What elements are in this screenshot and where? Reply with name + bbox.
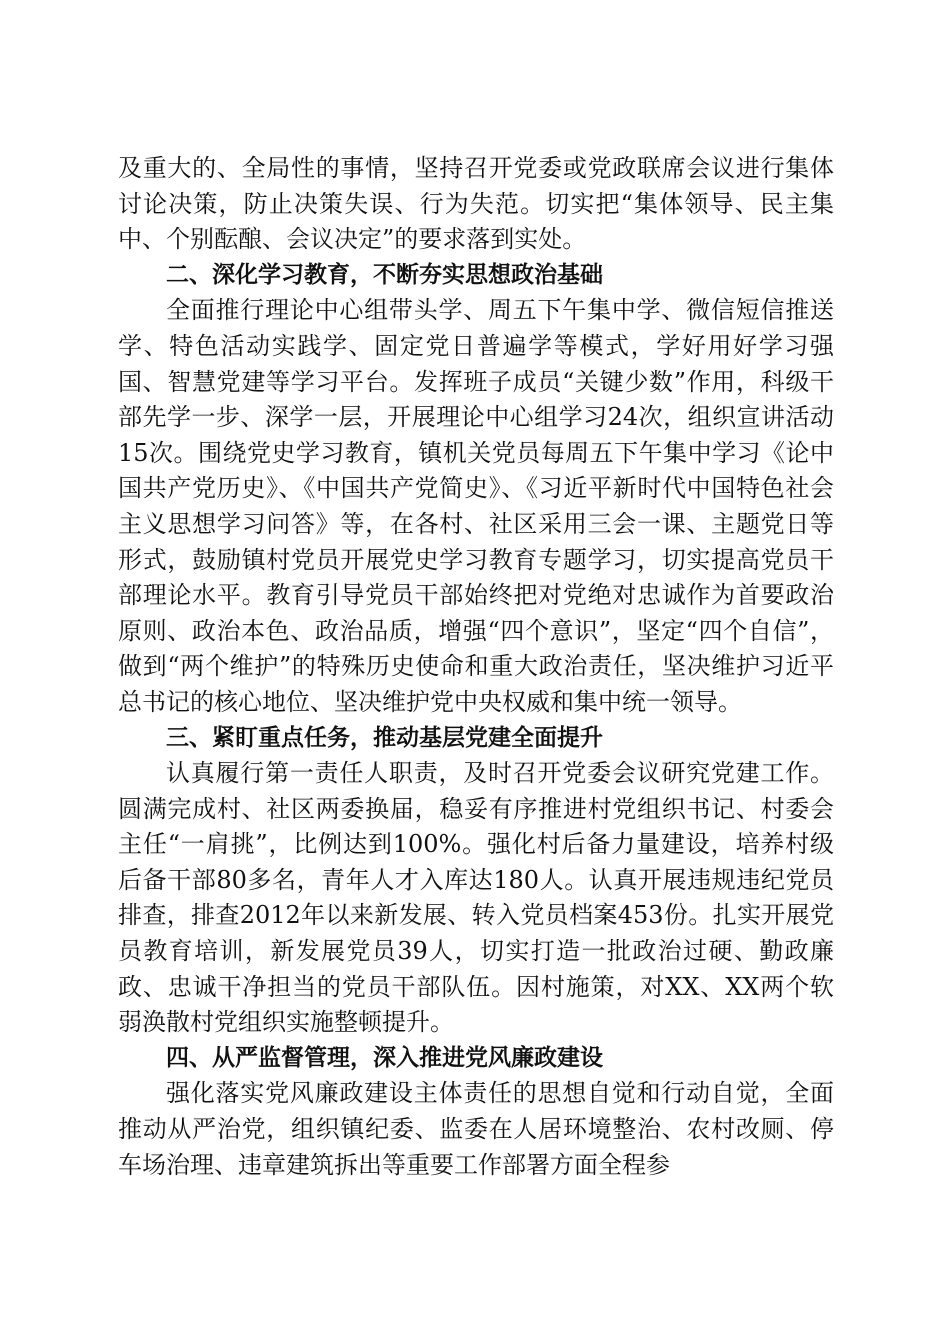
document-body: [118, 151, 834, 1183]
section-heading-2: 二、深化学习教育，不断夯实思想政治基础: [166, 261, 603, 288]
paragraph-supervision: 强化落实党风廉政建设主体责任的思想自觉和行动自觉，全面推动从严治党，组织镇纪委、监委在人居环境整治、农村改厕、停车场治理、违章建筑拆出等重要工作部署方面全程参: [118, 1079, 834, 1179]
paragraph-decision-making: 及重大的、全局性的事情，坚持召开党委或党政联席会议进行集体讨论决策，防止决策失误、行为失范。切实把“集体领导、民主集中、个别酝酿、会议决定”的要求落到实处。: [118, 154, 834, 254]
section-heading-4: 四、从严监督管理，深入推进党风廉政建设: [166, 1044, 603, 1071]
paragraph-party-building: 认真履行第一责任人职责，及时召开党委会议研究党建工作。圆满完成村、社区两委换届，稳妥有序推进村党组织书记、村委会主任“一肩挑”，比例达到100%。强化村后备力量建设，培养村级后备干部80多名，青年人才入库达180人。认真开展违规违纪党员排查，排查2012年以来新发展、转入党员档案453份。扎实开展党员教育培训，新发展党员39人，切实打造一批政治过硬、勤政廉政、忠诚干净担当的党员干部队伍。因村施策，对XX、XX两个软弱涣散村党组织实施整顿提升。: [118, 759, 834, 1037]
paragraph-study-education: 全面推行理论中心组带头学、周五下午集中学、微信短信推送学、特色活动实践学、固定党日普遍学等模式，学好用好学习强国、智慧党建等学习平台。发挥班子成员“关键少数”作用，科级干部先学一步、深学一层，开展理论中心组学习24次，组织宣讲活动15次。围绕党史学习教育，镇机关党员每周五下午集中学习《论中国共产党历史》、《中国共产党简史》、《习近平新时代中国特色社会主义思想学习问答》等，在各村、社区采用三会一课、主题党日等形式，鼓励镇村党员开展党史学习教育专题学习，切实提高党员干部理论水平。教育引导党员干部始终把对党绝对忠诚作为首要政治原则、政治本色、政治品质，增强“四个意识”，坚定“四个自信”，做到“两个维护”的特殊历史使命和重大政治责任，坚决维护习近平总书记的核心地位、坚决维护党中央权威和集中统一领导。: [118, 296, 834, 716]
section-heading-3: 三、紧盯重点任务，推动基层党建全面提升: [166, 724, 603, 751]
